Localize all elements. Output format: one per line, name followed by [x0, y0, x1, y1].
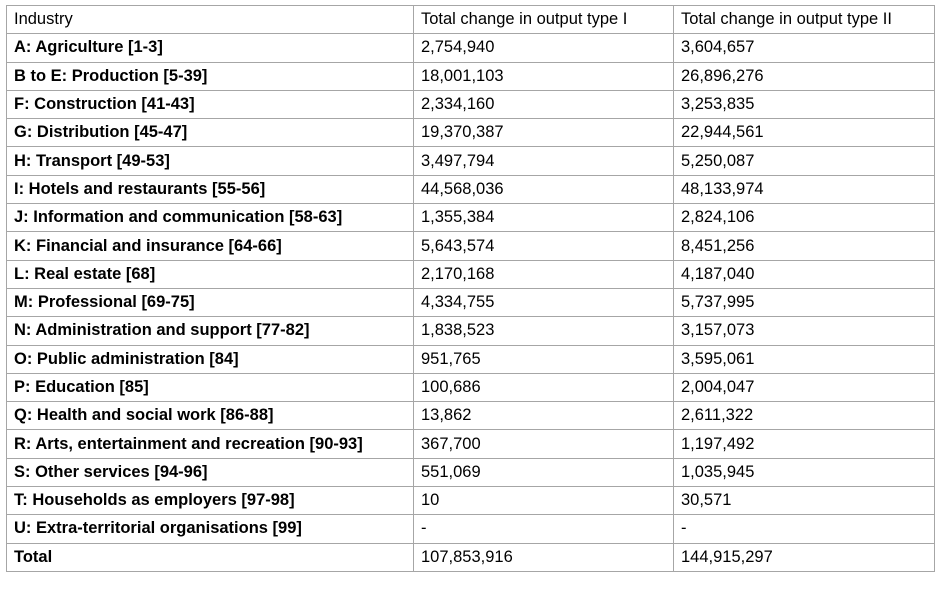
- industry-cell: P: Education [85]: [7, 373, 414, 401]
- industry-cell: Q: Health and social work [86-88]: [7, 402, 414, 430]
- table-row: [7, 543, 935, 571]
- output-change-table: [6, 5, 935, 572]
- output-table-container: [6, 5, 935, 572]
- table-row: [7, 317, 935, 345]
- type2-cell: 1,035,945: [674, 458, 935, 486]
- table-row: [7, 487, 935, 515]
- table-row: [7, 402, 935, 430]
- type1-cell: 5,643,574: [414, 232, 674, 260]
- industry-cell: N: Administration and support [77-82]: [7, 317, 414, 345]
- type2-cell: 3,604,657: [674, 34, 935, 62]
- industry-cell: A: Agriculture [1-3]: [7, 34, 414, 62]
- table-row: [7, 288, 935, 316]
- type1-cell: 44,568,036: [414, 175, 674, 203]
- table-row: [7, 232, 935, 260]
- table-row: [7, 458, 935, 486]
- industry-cell: Total: [7, 543, 414, 571]
- industry-cell: H: Transport [49-53]: [7, 147, 414, 175]
- type2-cell: 3,595,061: [674, 345, 935, 373]
- header-type1: Total change in output type I: [414, 6, 674, 34]
- table-row: [7, 204, 935, 232]
- type1-cell: 3,497,794: [414, 147, 674, 175]
- industry-cell: L: Real estate [68]: [7, 260, 414, 288]
- table-row: [7, 175, 935, 203]
- table-row: [7, 119, 935, 147]
- industry-cell: G: Distribution [45-47]: [7, 119, 414, 147]
- type1-cell: 2,334,160: [414, 90, 674, 118]
- type2-cell: 144,915,297: [674, 543, 935, 571]
- industry-cell: K: Financial and insurance [64-66]: [7, 232, 414, 260]
- type2-cell: 26,896,276: [674, 62, 935, 90]
- table-body: [7, 34, 935, 572]
- header-type2: Total change in output type II: [674, 6, 935, 34]
- type2-cell: -: [674, 515, 935, 543]
- type2-cell: 3,157,073: [674, 317, 935, 345]
- type2-cell: 8,451,256: [674, 232, 935, 260]
- table-row: [7, 373, 935, 401]
- industry-cell: M: Professional [69-75]: [7, 288, 414, 316]
- table-row: [7, 515, 935, 543]
- industry-cell: J: Information and communication [58-63]: [7, 204, 414, 232]
- type2-cell: 2,824,106: [674, 204, 935, 232]
- type2-cell: 5,737,995: [674, 288, 935, 316]
- type1-cell: 1,838,523: [414, 317, 674, 345]
- type1-cell: 19,370,387: [414, 119, 674, 147]
- type1-cell: 13,862: [414, 402, 674, 430]
- type1-cell: 2,170,168: [414, 260, 674, 288]
- type2-cell: 5,250,087: [674, 147, 935, 175]
- type1-cell: 951,765: [414, 345, 674, 373]
- type2-cell: 3,253,835: [674, 90, 935, 118]
- type1-cell: -: [414, 515, 674, 543]
- type1-cell: 100,686: [414, 373, 674, 401]
- type1-cell: 18,001,103: [414, 62, 674, 90]
- type1-cell: 2,754,940: [414, 34, 674, 62]
- table-row: [7, 147, 935, 175]
- industry-cell: S: Other services [94-96]: [7, 458, 414, 486]
- table-row: [7, 260, 935, 288]
- type2-cell: 2,611,322: [674, 402, 935, 430]
- header-row: [7, 6, 935, 34]
- type2-cell: 4,187,040: [674, 260, 935, 288]
- industry-cell: I: Hotels and restaurants [55-56]: [7, 175, 414, 203]
- table-row: [7, 34, 935, 62]
- industry-cell: U: Extra-territorial organisations [99]: [7, 515, 414, 543]
- type1-cell: 551,069: [414, 458, 674, 486]
- industry-cell: R: Arts, entertainment and recreation [90-93]: [7, 430, 414, 458]
- type2-cell: 30,571: [674, 487, 935, 515]
- header-industry: Industry: [7, 6, 414, 34]
- type1-cell: 10: [414, 487, 674, 515]
- industry-cell: F: Construction [41-43]: [7, 90, 414, 118]
- type1-cell: 4,334,755: [414, 288, 674, 316]
- industry-cell: O: Public administration [84]: [7, 345, 414, 373]
- industry-cell: T: Households as employers [97-98]: [7, 487, 414, 515]
- table-row: [7, 430, 935, 458]
- type2-cell: 48,133,974: [674, 175, 935, 203]
- type1-cell: 367,700: [414, 430, 674, 458]
- table-row: [7, 62, 935, 90]
- type2-cell: 1,197,492: [674, 430, 935, 458]
- industry-cell: B to E: Production [5-39]: [7, 62, 414, 90]
- type1-cell: 107,853,916: [414, 543, 674, 571]
- type1-cell: 1,355,384: [414, 204, 674, 232]
- table-row: [7, 90, 935, 118]
- type2-cell: 2,004,047: [674, 373, 935, 401]
- type2-cell: 22,944,561: [674, 119, 935, 147]
- table-row: [7, 345, 935, 373]
